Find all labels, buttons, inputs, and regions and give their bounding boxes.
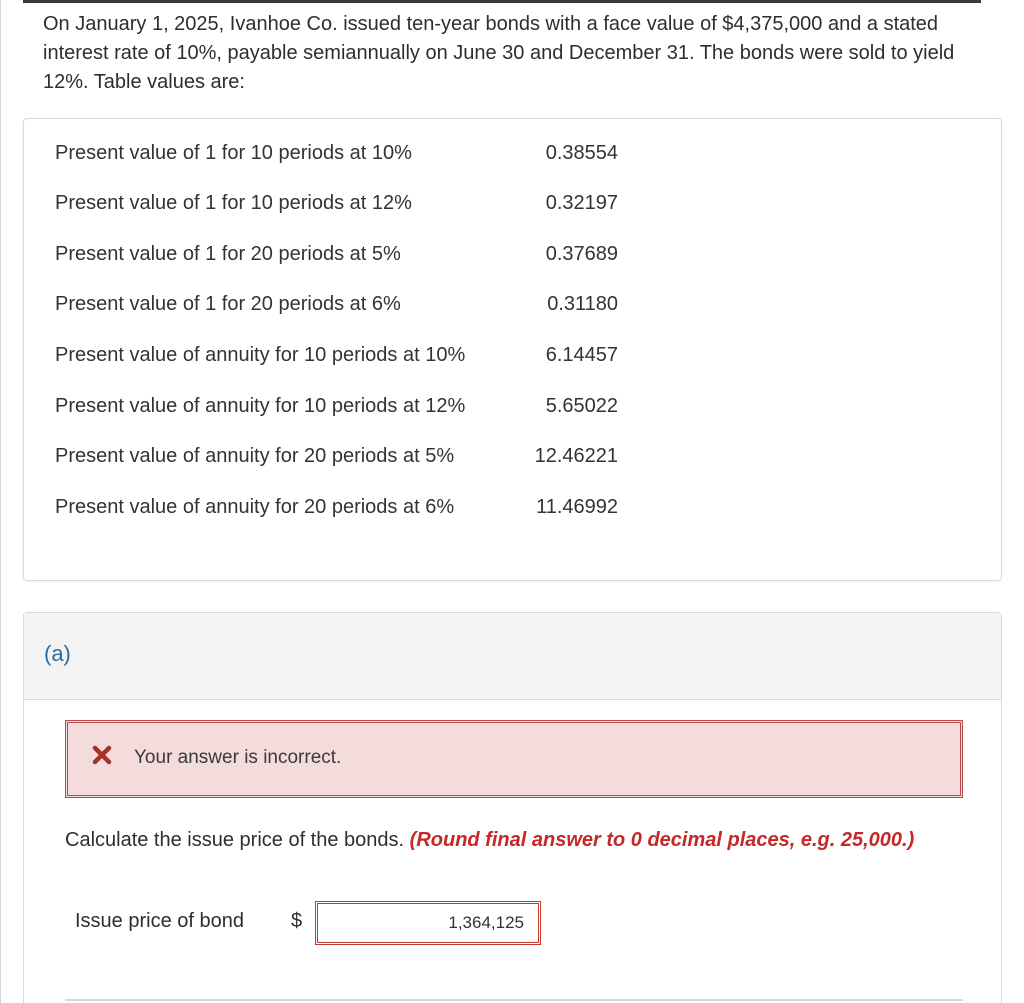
pv-row bbox=[55, 189, 625, 217]
section-divider bbox=[65, 999, 963, 1001]
instruction-text bbox=[65, 829, 914, 852]
rounding-hint: (Round final answer to 0 decimal places, e.g. 25,000.) bbox=[409, 829, 915, 851]
pv-row-label: Present value of annuity for 10 periods at 10% bbox=[55, 344, 466, 366]
pv-row bbox=[55, 493, 625, 521]
pv-row-label: Present value of annuity for 20 periods at 6% bbox=[55, 496, 455, 518]
pv-row bbox=[55, 290, 625, 318]
pv-row-label: Present value of annuity for 20 periods at 5% bbox=[55, 445, 455, 467]
part-a-header bbox=[24, 613, 1001, 700]
part-a-card bbox=[23, 612, 1002, 1003]
issue-price-field bbox=[315, 901, 541, 945]
x-icon bbox=[90, 743, 114, 767]
pv-row-value: 6.14457 bbox=[545, 344, 618, 366]
pv-row-label: Present value of 1 for 10 periods at 12% bbox=[55, 192, 412, 214]
issue-price-input[interactable] bbox=[318, 904, 538, 942]
present-value-table bbox=[23, 118, 1002, 581]
part-a-label: (a) bbox=[44, 641, 71, 666]
issue-price-label: Issue price of bond bbox=[75, 910, 244, 932]
pv-row-value: 5.65022 bbox=[545, 395, 618, 417]
pv-row bbox=[55, 240, 625, 268]
pv-row bbox=[55, 139, 625, 167]
instruction-main: Calculate the issue price of the bonds. bbox=[65, 829, 405, 851]
pv-row-value: 12.46221 bbox=[534, 445, 618, 467]
pv-row-label: Present value of 1 for 20 periods at 5% bbox=[55, 243, 401, 265]
pv-row-value: 0.32197 bbox=[545, 192, 618, 214]
feedback-text: Your answer is incorrect. bbox=[134, 747, 342, 768]
pv-row-value: 0.37689 bbox=[545, 243, 618, 265]
pv-row-value: 0.31180 bbox=[547, 293, 618, 315]
pv-row bbox=[55, 341, 625, 369]
pv-row bbox=[55, 442, 625, 470]
pv-row-value: 0.38554 bbox=[545, 142, 618, 164]
currency-symbol: $ bbox=[291, 910, 303, 932]
pv-row-value: 11.46992 bbox=[536, 496, 618, 518]
pv-row-label: Present value of 1 for 20 periods at 6% bbox=[55, 293, 401, 315]
pv-row-label: Present value of annuity for 10 periods at 12% bbox=[55, 395, 466, 417]
pv-row-label: Present value of 1 for 10 periods at 10% bbox=[55, 142, 412, 164]
incorrect-feedback-banner bbox=[65, 720, 963, 798]
question-text: On January 1, 2025, Ivanhoe Co. issued ten-year bonds with a face value of $4,375,000 and a stated interest rate of 10%, payable semiannually on June 30 and December 31. The bonds were sold to yield 12%. Table values are: bbox=[43, 13, 955, 93]
pv-row bbox=[55, 392, 625, 420]
top-divider bbox=[23, 0, 981, 3]
